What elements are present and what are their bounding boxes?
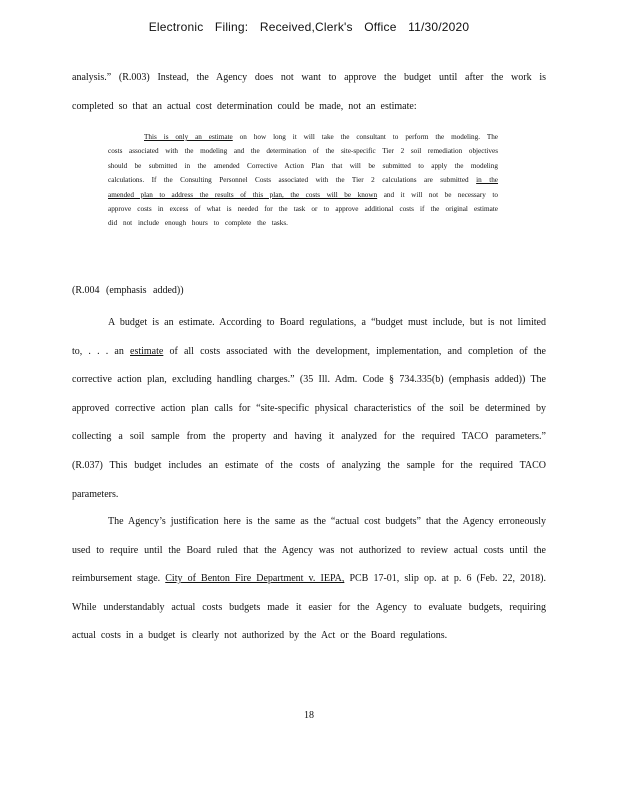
intro-text: analysis.” (R.003) Instead, the Agency does not want to approve the budget until after the work is completed so that an actual cost determination could be made, not an estimate: <box>72 72 546 112</box>
justification-paragraph <box>72 508 546 651</box>
electronic-filing-header: Electronic Filing: Received,Clerk's Office 11/30/2020 <box>148 20 470 34</box>
justification-text <box>72 508 546 651</box>
page-number: 18 <box>304 710 314 721</box>
justification-text-1: The Agency’s justification here is the same as the “actual cost budgets” that the Agency erroneously used to require until the Board ruled that the Agency was not authorized to review actual costs until the reimbursement stage. <box>72 516 546 585</box>
budget-text-1: A budget is an estimate. According to Board regulations, a “budget must include, but is not limited to, . . . an <box>72 317 546 357</box>
quote-citation: (R.004 (emphasis added)) <box>72 285 184 296</box>
quote-text-1: on how long it will take the consultant to perform the modeling. The costs associated with the modeling and the determination of the site-specific Tier 2 soil remediation objectives should be submitted in the amended Corrective Action Plan that will be submitted to apply the modeling calculations. If the Consulting Personnel Costs associated with the Tier 2 calculations are submitted <box>108 133 498 185</box>
case-name: City of Benton Fire Department v. IEPA, <box>165 573 345 585</box>
budget-text <box>72 309 546 509</box>
quote-text-2: and it will not be necessary to approve costs in excess of what is needed for the task or to approve additional costs if the original estimate did not include enough hours to complete the tasks. <box>108 190 498 228</box>
budget-paragraph <box>72 309 546 509</box>
budget-text-2: of all costs associated with the development, implementation, and completion of the corrective action plan, excluding handling charges.” (35 Ill. Adm. Code § 734.335(b) (emphasis added)) The approved corrective action plan calls for “site-specific physical characteristics of the soil be determined by collecting a soil sample from the property and having it analyzed for the required TACO parameters.” (R.037) This budget includes an estimate of the costs of analyzing the sample for the required TACO parameters. <box>72 345 546 500</box>
justification-text-2: PCB 17-01, slip op. at p. 6 (Feb. 22, 2018). While understandably actual costs budgets made it easier for the Agency to evaluate budgets, requiring actual costs in a budget is clearly not authorized by the Act or the Board regulations. <box>72 573 546 642</box>
quote-emphasis-2: in the amended plan to address the results of this plan, the costs will be known <box>108 176 499 199</box>
intro-paragraph <box>72 64 546 121</box>
estimate-emphasis: estimate <box>130 345 164 357</box>
quote-emphasis-1: This is only an estimate <box>144 133 233 141</box>
block-quote <box>108 130 498 231</box>
